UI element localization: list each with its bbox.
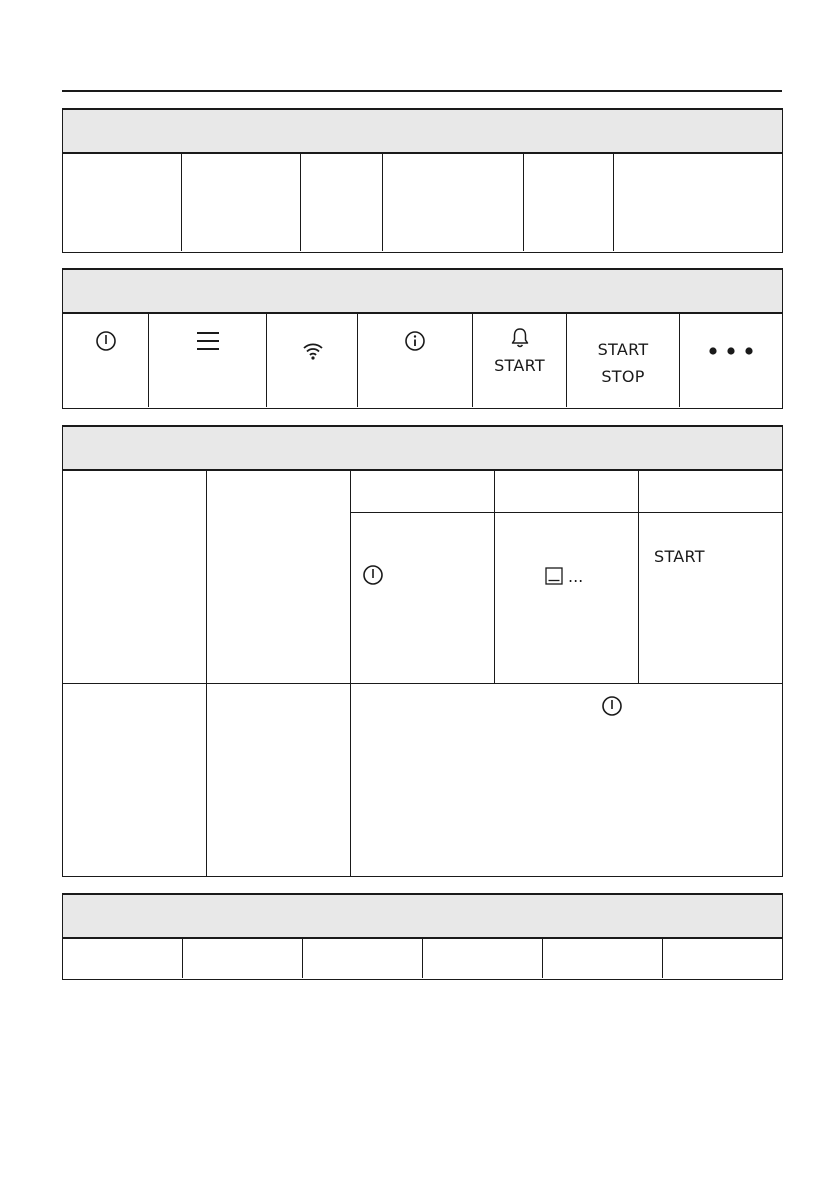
bell-icon [510,327,530,349]
table-4-cell [663,939,782,978]
oven-icon [545,567,563,585]
table-3-subheader [495,471,638,513]
table-4-header [63,895,782,939]
start-label: START [597,340,649,359]
table-1-cell [182,154,301,251]
table-4 [62,893,783,980]
table-3-wide-cell [351,684,782,877]
table-3-cell [63,684,207,877]
info-key-cell [358,314,473,407]
table-1-cell [63,154,182,251]
power-icon [362,564,384,586]
table-1-header [63,110,782,154]
power-icon [601,695,623,717]
wifi-icon [302,341,324,361]
more-key-cell [680,314,782,407]
table-4-cell [423,939,543,978]
table-4-cell [63,939,183,978]
menu-key-cell [149,314,267,407]
table-2 [62,268,783,409]
timer-start-label: START [494,356,545,375]
table-3-cell [207,471,351,683]
table-3-step-col [495,471,639,683]
table-3-cell [63,471,207,683]
power-key-cell [63,314,149,407]
table-4-cell [303,939,423,978]
info-icon [404,330,426,352]
table-1-cell [383,154,524,251]
table-2-header [63,270,782,314]
menu-icon [196,330,220,352]
table-3-header [63,427,782,471]
table-3-cell [207,684,351,877]
table-3-subheader [351,471,494,513]
table-1-cell [524,154,614,251]
wifi-key-cell [267,314,358,407]
table-1-cell [301,154,383,251]
table-4-cell [183,939,303,978]
table-3 [62,425,783,877]
start-stop-key-cell [567,314,680,407]
table-1-cell [614,154,782,251]
table-3-step-col [351,471,495,683]
start-label: START [654,547,705,566]
more-icon [708,346,754,356]
timer-key-cell [473,314,567,407]
top-rule [62,90,782,92]
table-4-cell [543,939,663,978]
ellipsis-text: ... [568,567,584,586]
stop-label: STOP [601,367,645,386]
table-1 [62,108,783,253]
table-3-step-col [639,471,782,683]
table-3-subheader [639,471,782,513]
power-icon [95,330,117,352]
